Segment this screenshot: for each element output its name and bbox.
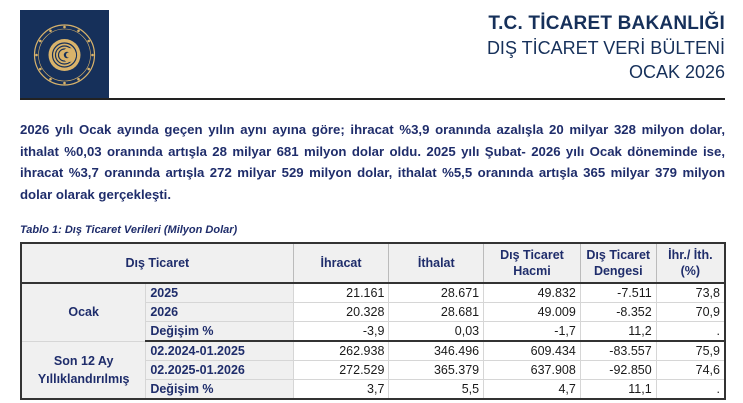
- volume-value: 609.434: [484, 341, 581, 361]
- bulletin-title: DIŞ TİCARET VERİ BÜLTENİ: [486, 38, 725, 58]
- volume-value: 49.009: [484, 303, 581, 322]
- import-value: 346.496: [389, 341, 484, 361]
- ratio-value: 73,8: [656, 283, 725, 303]
- volume-value: 637.908: [484, 361, 581, 380]
- header-titles: [487, 13, 725, 83]
- row-label: Değişim %: [146, 322, 293, 342]
- header-divider: [20, 98, 725, 100]
- balance-value: -92.850: [580, 361, 656, 380]
- balance-value: 11,1: [580, 380, 656, 400]
- balance-value: -7.511: [580, 283, 656, 303]
- header-import: İthalat: [389, 243, 484, 283]
- row-label: Değişim %: [146, 380, 293, 400]
- import-value: 28.681: [389, 303, 484, 322]
- header-ratio: İhr./ İth. (%): [656, 243, 725, 283]
- table-caption: Tablo 1: Dış Ticaret Verileri (Milyon Dolar): [20, 224, 238, 236]
- group-label-january: Ocak: [21, 283, 146, 341]
- ratio-value: .: [656, 380, 725, 400]
- table-row: [21, 283, 725, 303]
- ratio-value: 70,9: [656, 303, 725, 322]
- organization-name: T.C. TİCARET BAKANLIĞI: [488, 13, 725, 34]
- table-header-row: [21, 243, 725, 283]
- row-label: 2026: [146, 303, 293, 322]
- balance-value: -8.352: [580, 303, 656, 322]
- export-value: -3,9: [293, 322, 389, 342]
- ministry-logo: [20, 10, 109, 100]
- summary-paragraph: 2026 yılı Ocak ayında geçen yılın aynı ayına göre; ihracat %3,9 oranında azalışla 20 milyar 328 milyon dolar, ithalat %0,03 oranında artışla 28 milyar 681 milyon dolar oldu. 2025 yılı Şubat- 2026 yılı Ocak döneminde ise, ihracat %3,7 oranında artışla 272 milyar 529 milyon dolar, ithalat %5,5 oranında artışla 365 milyar 379 milyon dolar olarak gerçekleşti.: [20, 122, 725, 202]
- volume-value: 49.832: [484, 283, 581, 303]
- row-label: 02.2025-01.2026: [146, 361, 293, 380]
- export-value: 272.529: [293, 361, 389, 380]
- import-value: 28.671: [389, 283, 484, 303]
- ministry-emblem-icon: [20, 10, 109, 100]
- group-label-last-12-months: Son 12 Ay Yıllıklandırılmış: [21, 341, 146, 399]
- import-value: 5,5: [389, 380, 484, 400]
- ratio-value: .: [656, 322, 725, 342]
- row-label: 2025: [146, 283, 293, 303]
- export-value: 3,7: [293, 380, 389, 400]
- header-volume: Dış Ticaret Hacmi: [484, 243, 581, 283]
- header-export: İhracat: [293, 243, 389, 283]
- export-value: 20.328: [293, 303, 389, 322]
- bulletin-period: OCAK 2026: [628, 62, 725, 82]
- table-row: [21, 341, 725, 361]
- export-value: 21.161: [293, 283, 389, 303]
- volume-value: 4,7: [484, 380, 581, 400]
- volume-value: -1,7: [484, 322, 581, 342]
- import-value: 365.379: [389, 361, 484, 380]
- ratio-value: 75,9: [656, 341, 725, 361]
- row-label: 02.2024-01.2025: [146, 341, 293, 361]
- header-balance: Dış Ticaret Dengesi: [580, 243, 656, 283]
- foreign-trade-table: [20, 242, 726, 400]
- export-value: 262.938: [293, 341, 389, 361]
- balance-value: -83.557: [580, 341, 656, 361]
- ratio-value: 74,6: [656, 361, 725, 380]
- balance-value: 11,2: [580, 322, 656, 342]
- header-trade: Dış Ticaret: [21, 243, 293, 283]
- import-value: 0,03: [389, 322, 484, 342]
